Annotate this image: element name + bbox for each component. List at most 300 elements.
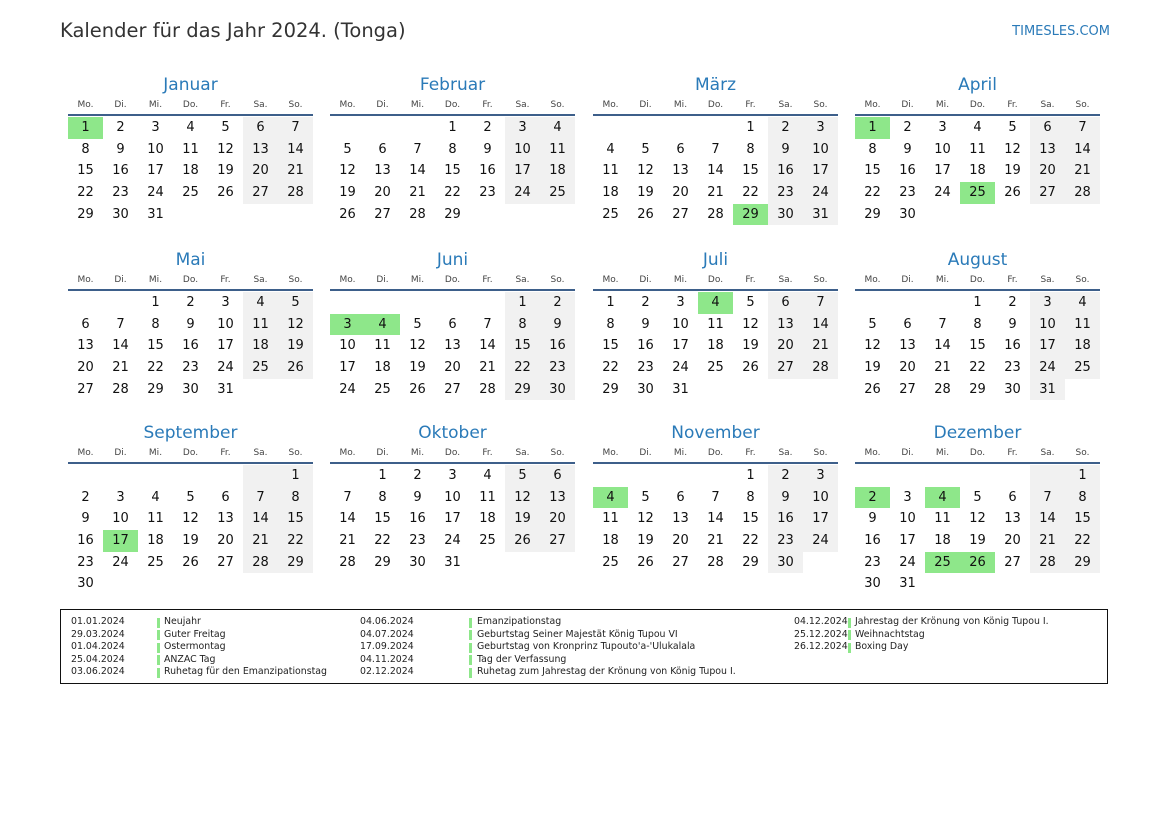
day-cell[interactable]: 17 xyxy=(934,163,951,179)
day-cell[interactable]: 7 xyxy=(711,489,720,505)
day-cell[interactable]: 21 xyxy=(339,533,356,549)
site-link[interactable]: TIMESLES.COM xyxy=(1012,24,1110,39)
day-cell[interactable]: 21 xyxy=(1065,160,1100,182)
day-cell[interactable]: 12 xyxy=(1004,141,1021,157)
day-cell[interactable]: 20 xyxy=(243,160,278,182)
day-cell[interactable]: 23 xyxy=(540,357,575,379)
day-cell[interactable]: 23 xyxy=(864,554,881,570)
day-cell[interactable]: 4 xyxy=(151,489,160,505)
day-cell[interactable]: 4 xyxy=(1065,292,1100,314)
day-cell[interactable]: 17 xyxy=(217,338,234,354)
day-cell[interactable]: 8 xyxy=(868,141,877,157)
day-cell[interactable]: 31 xyxy=(147,206,164,222)
day-cell[interactable]: 23 xyxy=(768,182,803,204)
day-cell[interactable]: 12 xyxy=(217,141,234,157)
day-cell[interactable]: 12 xyxy=(505,487,540,509)
day-cell[interactable]: 15 xyxy=(147,338,164,354)
day-cell[interactable]: 1 xyxy=(151,295,160,310)
day-cell[interactable]: 6 xyxy=(81,316,90,332)
day-cell[interactable]: 24 xyxy=(1030,357,1065,379)
day-cell[interactable]: 8 xyxy=(606,316,615,332)
day-cell[interactable]: 14 xyxy=(707,511,724,527)
day-cell[interactable]: 29 xyxy=(1065,552,1100,574)
day-cell[interactable]: 28 xyxy=(707,554,724,570)
day-cell[interactable]: 5 xyxy=(186,489,195,505)
day-cell[interactable]: 6 xyxy=(221,489,230,505)
day-cell[interactable]: 24 xyxy=(444,533,461,549)
day-cell[interactable]: 5 xyxy=(641,141,650,157)
day-cell[interactable]: 30 xyxy=(540,379,575,401)
day-cell[interactable]: 3 xyxy=(330,314,365,336)
day-cell[interactable]: 15 xyxy=(505,335,540,357)
day-cell[interactable]: 6 xyxy=(540,465,575,487)
day-cell[interactable]: 11 xyxy=(969,141,986,157)
day-cell[interactable]: 27 xyxy=(217,554,234,570)
day-cell[interactable]: 3 xyxy=(448,468,457,483)
day-cell[interactable]: 24 xyxy=(899,554,916,570)
day-cell[interactable]: 27 xyxy=(243,182,278,204)
day-cell[interactable]: 19 xyxy=(217,163,234,179)
day-cell[interactable]: 17 xyxy=(147,163,164,179)
day-cell[interactable]: 16 xyxy=(182,338,199,354)
day-cell[interactable]: 17 xyxy=(1030,335,1065,357)
day-cell[interactable]: 7 xyxy=(711,141,720,157)
day-cell[interactable]: 2 xyxy=(855,487,890,509)
day-cell[interactable]: 29 xyxy=(444,206,461,222)
day-cell[interactable]: 12 xyxy=(969,511,986,527)
day-cell[interactable]: 8 xyxy=(151,316,160,332)
day-cell[interactable]: 25 xyxy=(925,552,960,574)
day-cell[interactable]: 25 xyxy=(1065,357,1100,379)
day-cell[interactable]: 23 xyxy=(77,554,94,570)
day-cell[interactable]: 17 xyxy=(899,533,916,549)
day-cell[interactable]: 16 xyxy=(637,338,654,354)
day-cell[interactable]: 19 xyxy=(339,185,356,201)
day-cell[interactable]: 23 xyxy=(479,185,496,201)
day-cell[interactable]: 1 xyxy=(855,117,890,139)
day-cell[interactable]: 10 xyxy=(672,316,689,332)
day-cell[interactable]: 5 xyxy=(413,316,422,332)
day-cell[interactable]: 25 xyxy=(602,554,619,570)
day-cell[interactable]: 10 xyxy=(444,489,461,505)
day-cell[interactable]: 3 xyxy=(221,295,230,310)
day-cell[interactable]: 31 xyxy=(1030,379,1065,401)
day-cell[interactable]: 7 xyxy=(1030,487,1065,509)
day-cell[interactable]: 11 xyxy=(934,511,951,527)
day-cell[interactable]: 19 xyxy=(637,533,654,549)
day-cell[interactable]: 17 xyxy=(803,160,838,182)
day-cell[interactable]: 12 xyxy=(278,314,313,336)
day-cell[interactable]: 6 xyxy=(768,292,803,314)
day-cell[interactable]: 29 xyxy=(278,552,313,574)
day-cell[interactable]: 25 xyxy=(374,381,391,397)
day-cell[interactable]: 19 xyxy=(969,533,986,549)
day-cell[interactable]: 8 xyxy=(746,489,755,505)
day-cell[interactable]: 27 xyxy=(672,554,689,570)
day-cell[interactable]: 17 xyxy=(505,160,540,182)
day-cell[interactable]: 19 xyxy=(505,508,540,530)
day-cell[interactable]: 8 xyxy=(81,141,90,157)
day-cell[interactable]: 15 xyxy=(742,511,759,527)
day-cell[interactable]: 1 xyxy=(378,468,387,483)
day-cell[interactable]: 9 xyxy=(1008,316,1017,332)
day-cell[interactable]: 30 xyxy=(768,204,803,226)
day-cell[interactable]: 5 xyxy=(1008,120,1017,135)
day-cell[interactable]: 30 xyxy=(768,552,803,574)
day-cell[interactable]: 3 xyxy=(938,120,947,135)
day-cell[interactable]: 18 xyxy=(602,185,619,201)
day-cell[interactable]: 16 xyxy=(540,335,575,357)
day-cell[interactable]: 22 xyxy=(969,360,986,376)
day-cell[interactable]: 3 xyxy=(1030,292,1065,314)
day-cell[interactable]: 26 xyxy=(742,360,759,376)
day-cell[interactable]: 8 xyxy=(746,141,755,157)
day-cell[interactable]: 30 xyxy=(899,206,916,222)
day-cell[interactable]: 18 xyxy=(182,163,199,179)
day-cell[interactable]: 22 xyxy=(278,530,313,552)
day-cell[interactable]: 18 xyxy=(707,338,724,354)
day-cell[interactable]: 13 xyxy=(672,511,689,527)
day-cell[interactable]: 14 xyxy=(803,314,838,336)
day-cell[interactable]: 2 xyxy=(641,295,650,310)
day-cell[interactable]: 5 xyxy=(505,465,540,487)
day-cell[interactable]: 2 xyxy=(116,120,125,135)
day-cell[interactable]: 2 xyxy=(413,468,422,483)
day-cell[interactable]: 5 xyxy=(746,295,755,310)
day-cell[interactable]: 20 xyxy=(217,533,234,549)
day-cell[interactable]: 28 xyxy=(1065,182,1100,204)
day-cell[interactable]: 9 xyxy=(641,316,650,332)
day-cell[interactable]: 13 xyxy=(217,511,234,527)
day-cell[interactable]: 25 xyxy=(540,182,575,204)
day-cell[interactable]: 2 xyxy=(1008,295,1017,310)
day-cell[interactable]: 15 xyxy=(864,163,881,179)
day-cell[interactable]: 8 xyxy=(973,316,982,332)
day-cell[interactable]: 12 xyxy=(339,163,356,179)
day-cell[interactable]: 30 xyxy=(637,381,654,397)
day-cell[interactable]: 12 xyxy=(409,338,426,354)
day-cell[interactable]: 13 xyxy=(77,338,94,354)
day-cell[interactable]: 28 xyxy=(934,381,951,397)
day-cell[interactable]: 10 xyxy=(217,316,234,332)
day-cell[interactable]: 11 xyxy=(707,316,724,332)
day-cell[interactable]: 20 xyxy=(540,508,575,530)
day-cell[interactable]: 9 xyxy=(768,487,803,509)
day-cell[interactable]: 16 xyxy=(899,163,916,179)
day-cell[interactable]: 30 xyxy=(864,576,881,592)
day-cell[interactable]: 7 xyxy=(803,292,838,314)
day-cell[interactable]: 11 xyxy=(1065,314,1100,336)
day-cell[interactable]: 20 xyxy=(672,533,689,549)
day-cell[interactable]: 22 xyxy=(864,185,881,201)
day-cell[interactable]: 24 xyxy=(217,360,234,376)
day-cell[interactable]: 16 xyxy=(409,511,426,527)
day-cell[interactable]: 15 xyxy=(742,163,759,179)
day-cell[interactable]: 31 xyxy=(803,204,838,226)
day-cell[interactable]: 28 xyxy=(409,206,426,222)
day-cell[interactable]: 31 xyxy=(217,381,234,397)
day-cell[interactable]: 27 xyxy=(899,381,916,397)
day-cell[interactable]: 3 xyxy=(803,465,838,487)
day-cell[interactable]: 13 xyxy=(899,338,916,354)
day-cell[interactable]: 17 xyxy=(672,338,689,354)
day-cell[interactable]: 7 xyxy=(243,487,278,509)
day-cell[interactable]: 7 xyxy=(413,141,422,157)
day-cell[interactable]: 21 xyxy=(409,185,426,201)
day-cell[interactable]: 24 xyxy=(803,530,838,552)
day-cell[interactable]: 12 xyxy=(637,511,654,527)
day-cell[interactable]: 18 xyxy=(602,533,619,549)
day-cell[interactable]: 6 xyxy=(378,141,387,157)
day-cell[interactable]: 2 xyxy=(483,120,492,135)
day-cell[interactable]: 29 xyxy=(969,381,986,397)
day-cell[interactable]: 20 xyxy=(1030,160,1065,182)
day-cell[interactable]: 4 xyxy=(483,468,492,483)
day-cell[interactable]: 14 xyxy=(1065,139,1100,161)
day-cell[interactable]: 1 xyxy=(68,117,103,139)
day-cell[interactable]: 21 xyxy=(803,335,838,357)
day-cell[interactable]: 28 xyxy=(479,381,496,397)
day-cell[interactable]: 25 xyxy=(960,182,995,204)
day-cell[interactable]: 5 xyxy=(973,489,982,505)
day-cell[interactable]: 4 xyxy=(606,141,615,157)
day-cell[interactable]: 18 xyxy=(1065,335,1100,357)
day-cell[interactable]: 26 xyxy=(278,357,313,379)
day-cell[interactable]: 27 xyxy=(1030,182,1065,204)
day-cell[interactable]: 28 xyxy=(278,182,313,204)
day-cell[interactable]: 20 xyxy=(444,360,461,376)
day-cell[interactable]: 12 xyxy=(637,163,654,179)
day-cell[interactable]: 20 xyxy=(1004,533,1021,549)
day-cell[interactable]: 22 xyxy=(742,533,759,549)
day-cell[interactable]: 24 xyxy=(934,185,951,201)
day-cell[interactable]: 19 xyxy=(864,360,881,376)
day-cell[interactable]: 30 xyxy=(409,554,426,570)
day-cell[interactable]: 21 xyxy=(278,160,313,182)
day-cell[interactable]: 13 xyxy=(1030,139,1065,161)
day-cell[interactable]: 16 xyxy=(479,163,496,179)
day-cell[interactable]: 29 xyxy=(733,204,768,226)
day-cell[interactable]: 13 xyxy=(444,338,461,354)
day-cell[interactable]: 5 xyxy=(221,120,230,135)
day-cell[interactable]: 29 xyxy=(864,206,881,222)
day-cell[interactable]: 4 xyxy=(925,487,960,509)
day-cell[interactable]: 17 xyxy=(803,508,838,530)
day-cell[interactable]: 7 xyxy=(116,316,125,332)
day-cell[interactable]: 27 xyxy=(540,530,575,552)
day-cell[interactable]: 1 xyxy=(746,120,755,135)
day-cell[interactable]: 29 xyxy=(147,381,164,397)
day-cell[interactable]: 11 xyxy=(540,139,575,161)
day-cell[interactable]: 2 xyxy=(81,489,90,505)
day-cell[interactable]: 22 xyxy=(505,357,540,379)
day-cell[interactable]: 14 xyxy=(409,163,426,179)
day-cell[interactable]: 20 xyxy=(374,185,391,201)
day-cell[interactable]: 25 xyxy=(147,554,164,570)
day-cell[interactable]: 3 xyxy=(505,117,540,139)
day-cell[interactable]: 11 xyxy=(374,338,391,354)
day-cell[interactable]: 3 xyxy=(903,489,912,505)
day-cell[interactable]: 29 xyxy=(374,554,391,570)
day-cell[interactable]: 22 xyxy=(374,533,391,549)
day-cell[interactable]: 26 xyxy=(960,552,995,574)
day-cell[interactable]: 11 xyxy=(147,511,164,527)
day-cell[interactable]: 18 xyxy=(479,511,496,527)
day-cell[interactable]: 14 xyxy=(707,163,724,179)
day-cell[interactable]: 30 xyxy=(182,381,199,397)
day-cell[interactable]: 27 xyxy=(374,206,391,222)
day-cell[interactable]: 21 xyxy=(934,360,951,376)
day-cell[interactable]: 13 xyxy=(540,487,575,509)
day-cell[interactable]: 29 xyxy=(77,206,94,222)
day-cell[interactable]: 18 xyxy=(540,160,575,182)
day-cell[interactable]: 16 xyxy=(768,160,803,182)
day-cell[interactable]: 28 xyxy=(243,552,278,574)
day-cell[interactable]: 2 xyxy=(903,120,912,135)
day-cell[interactable]: 25 xyxy=(707,360,724,376)
day-cell[interactable]: 11 xyxy=(243,314,278,336)
day-cell[interactable]: 25 xyxy=(479,533,496,549)
day-cell[interactable]: 15 xyxy=(444,163,461,179)
day-cell[interactable]: 26 xyxy=(339,206,356,222)
day-cell[interactable]: 4 xyxy=(540,117,575,139)
day-cell[interactable]: 18 xyxy=(934,533,951,549)
day-cell[interactable]: 16 xyxy=(1004,338,1021,354)
day-cell[interactable]: 9 xyxy=(483,141,492,157)
day-cell[interactable]: 9 xyxy=(768,139,803,161)
day-cell[interactable]: 25 xyxy=(602,206,619,222)
day-cell[interactable]: 13 xyxy=(374,163,391,179)
day-cell[interactable]: 22 xyxy=(77,185,94,201)
day-cell[interactable]: 9 xyxy=(116,141,125,157)
day-cell[interactable]: 23 xyxy=(637,360,654,376)
day-cell[interactable]: 20 xyxy=(899,360,916,376)
day-cell[interactable]: 25 xyxy=(243,357,278,379)
day-cell[interactable]: 23 xyxy=(409,533,426,549)
day-cell[interactable]: 18 xyxy=(243,335,278,357)
day-cell[interactable]: 21 xyxy=(707,185,724,201)
day-cell[interactable]: 22 xyxy=(444,185,461,201)
day-cell[interactable]: 17 xyxy=(444,511,461,527)
day-cell[interactable]: 2 xyxy=(540,292,575,314)
day-cell[interactable]: 7 xyxy=(1065,117,1100,139)
day-cell[interactable]: 13 xyxy=(1004,511,1021,527)
day-cell[interactable]: 4 xyxy=(698,292,733,314)
day-cell[interactable]: 9 xyxy=(868,511,877,527)
day-cell[interactable]: 15 xyxy=(77,163,94,179)
day-cell[interactable]: 12 xyxy=(182,511,199,527)
day-cell[interactable]: 1 xyxy=(606,295,615,310)
day-cell[interactable]: 6 xyxy=(1008,489,1017,505)
day-cell[interactable]: 13 xyxy=(243,139,278,161)
day-cell[interactable]: 8 xyxy=(505,314,540,336)
day-cell[interactable]: 11 xyxy=(182,141,199,157)
day-cell[interactable]: 10 xyxy=(112,511,129,527)
day-cell[interactable]: 15 xyxy=(602,338,619,354)
day-cell[interactable]: 23 xyxy=(768,530,803,552)
day-cell[interactable]: 6 xyxy=(903,316,912,332)
day-cell[interactable]: 6 xyxy=(676,141,685,157)
day-cell[interactable]: 28 xyxy=(339,554,356,570)
day-cell[interactable]: 3 xyxy=(803,117,838,139)
day-cell[interactable]: 18 xyxy=(374,360,391,376)
day-cell[interactable]: 19 xyxy=(1004,163,1021,179)
day-cell[interactable]: 26 xyxy=(1004,185,1021,201)
day-cell[interactable]: 14 xyxy=(243,508,278,530)
day-cell[interactable]: 23 xyxy=(1004,360,1021,376)
day-cell[interactable]: 26 xyxy=(637,554,654,570)
day-cell[interactable]: 27 xyxy=(672,206,689,222)
day-cell[interactable]: 5 xyxy=(641,489,650,505)
day-cell[interactable]: 5 xyxy=(868,316,877,332)
day-cell[interactable]: 27 xyxy=(77,381,94,397)
day-cell[interactable]: 20 xyxy=(672,185,689,201)
day-cell[interactable]: 10 xyxy=(339,338,356,354)
day-cell[interactable]: 20 xyxy=(77,360,94,376)
day-cell[interactable]: 5 xyxy=(278,292,313,314)
day-cell[interactable]: 3 xyxy=(151,120,160,135)
day-cell[interactable]: 24 xyxy=(339,381,356,397)
day-cell[interactable]: 12 xyxy=(742,316,759,332)
day-cell[interactable]: 31 xyxy=(899,576,916,592)
day-cell[interactable]: 24 xyxy=(112,554,129,570)
day-cell[interactable]: 30 xyxy=(112,206,129,222)
day-cell[interactable]: 10 xyxy=(803,139,838,161)
day-cell[interactable]: 10 xyxy=(505,139,540,161)
day-cell[interactable]: 8 xyxy=(378,489,387,505)
day-cell[interactable]: 2 xyxy=(186,295,195,310)
day-cell[interactable]: 27 xyxy=(444,381,461,397)
day-cell[interactable]: 10 xyxy=(147,141,164,157)
day-cell[interactable]: 15 xyxy=(969,338,986,354)
day-cell[interactable]: 7 xyxy=(483,316,492,332)
day-cell[interactable]: 7 xyxy=(343,489,352,505)
day-cell[interactable]: 21 xyxy=(707,533,724,549)
day-cell[interactable]: 10 xyxy=(1030,314,1065,336)
day-cell[interactable]: 13 xyxy=(768,314,803,336)
day-cell[interactable]: 27 xyxy=(768,357,803,379)
day-cell[interactable]: 16 xyxy=(768,508,803,530)
day-cell[interactable]: 6 xyxy=(676,489,685,505)
day-cell[interactable]: 30 xyxy=(77,576,94,592)
day-cell[interactable]: 6 xyxy=(243,117,278,139)
day-cell[interactable]: 28 xyxy=(112,381,129,397)
day-cell[interactable]: 16 xyxy=(77,533,94,549)
day-cell[interactable]: 26 xyxy=(217,185,234,201)
day-cell[interactable]: 21 xyxy=(1030,530,1065,552)
day-cell[interactable]: 21 xyxy=(479,360,496,376)
day-cell[interactable]: 1 xyxy=(1065,465,1100,487)
day-cell[interactable]: 4 xyxy=(365,314,400,336)
day-cell[interactable]: 2 xyxy=(768,117,803,139)
day-cell[interactable]: 4 xyxy=(243,292,278,314)
day-cell[interactable]: 18 xyxy=(147,533,164,549)
day-cell[interactable]: 24 xyxy=(803,182,838,204)
day-cell[interactable]: 4 xyxy=(186,120,195,135)
day-cell[interactable]: 15 xyxy=(1065,508,1100,530)
day-cell[interactable]: 14 xyxy=(112,338,129,354)
day-cell[interactable]: 10 xyxy=(934,141,951,157)
day-cell[interactable]: 19 xyxy=(182,533,199,549)
day-cell[interactable]: 28 xyxy=(707,206,724,222)
day-cell[interactable]: 27 xyxy=(1004,554,1021,570)
day-cell[interactable]: 22 xyxy=(1065,530,1100,552)
day-cell[interactable]: 13 xyxy=(672,163,689,179)
day-cell[interactable]: 29 xyxy=(602,381,619,397)
day-cell[interactable]: 3 xyxy=(676,295,685,310)
day-cell[interactable]: 11 xyxy=(602,511,619,527)
day-cell[interactable]: 26 xyxy=(505,530,540,552)
